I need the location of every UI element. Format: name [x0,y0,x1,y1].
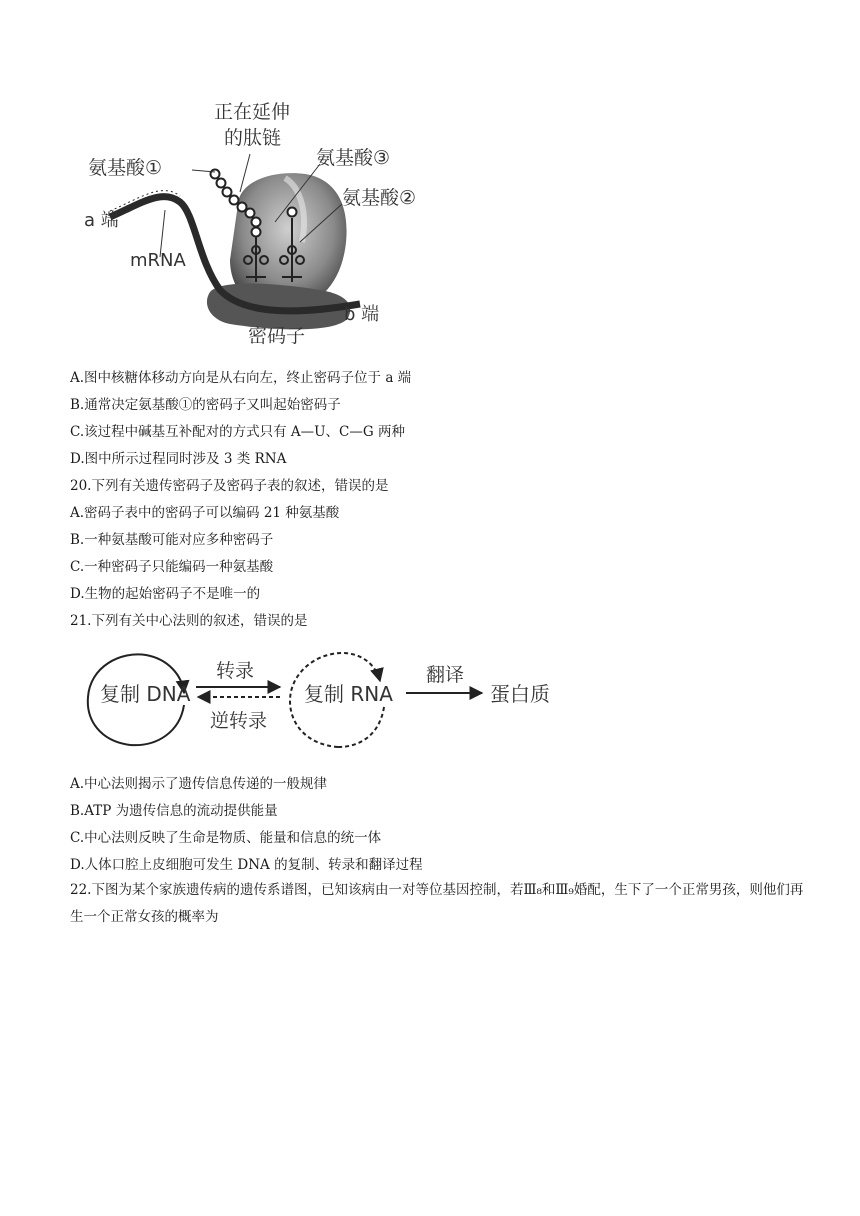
a-end-label: a 端 [84,210,119,231]
amino-acid-1-label: 氨基酸① [88,157,163,179]
q20-option-c: C.一种密码子只能编码一种氨基酸 [70,559,274,575]
q19-option-a: A.图中核糖体移动方向是从右向左，终止密码子位于 a 端 [70,370,412,386]
q21-option-d: D.人体口腔上皮细胞可发生 DNA 的复制、转录和翻译过程 [70,857,423,873]
q21-option-b: B.ATP 为遗传信息的流动提供能量 [70,803,278,819]
translation-figure [70,92,430,354]
q20-option-d: D.生物的起始密码子不是唯一的 [70,586,261,602]
central-dogma-figure [80,645,580,755]
amino-acid-3-label: 氨基酸③ [316,147,391,169]
rna-label: 复制 RNA [304,682,393,706]
q21-option-c: C.中心法则反映了生命是物质、能量和信息的统一体 [70,830,382,846]
q20-option-a: A.密码子表中的密码子可以编码 21 种氨基酸 [70,505,340,521]
amino-acid-2-label: 氨基酸② [342,187,417,209]
codon-label: 密码子 [248,325,306,347]
protein-label: 蛋白质 [490,682,550,706]
q20-option-b: B.一种氨基酸可能对应多种密码子 [70,532,274,548]
q21-stem: 21.下列有关中心法则的叙述，错误的是 [70,613,308,629]
q21-option-a: A.中心法则揭示了遗传信息传递的一般规律 [70,776,328,792]
mrna-label: mRNA [130,250,186,271]
q22-stem: 22.下图为某个家族遗传病的遗传系谱图，已知该病由一对等位基因控制，若Ⅲ₈和Ⅲ₉婚配，生下了一个正常男孩，则他们再生一个正常女孩的概率为 [70,882,804,925]
q19-option-b: B.通常决定氨基酸①的密码子又叫起始密码子 [70,397,341,413]
b-end-label: b 端 [344,304,380,325]
q19-option-c: C.该过程中碱基互补配对的方式只有 A—U、C—G 两种 [70,424,405,440]
transcription-label: 转录 [216,660,255,682]
translation-label: 翻译 [426,664,465,686]
dna-label: 复制 DNA [100,682,191,706]
q20-stem: 20.下列有关遗传密码子及密码子表的叙述，错误的是 [70,478,389,494]
growing-chain-label-2: 的肽链 [224,127,282,149]
reverse-transcription-label: 逆转录 [210,710,268,732]
q19-option-d: D.图中所示过程同时涉及 3 类 RNA [70,451,287,467]
growing-chain-label-1: 正在延伸 [214,101,291,123]
